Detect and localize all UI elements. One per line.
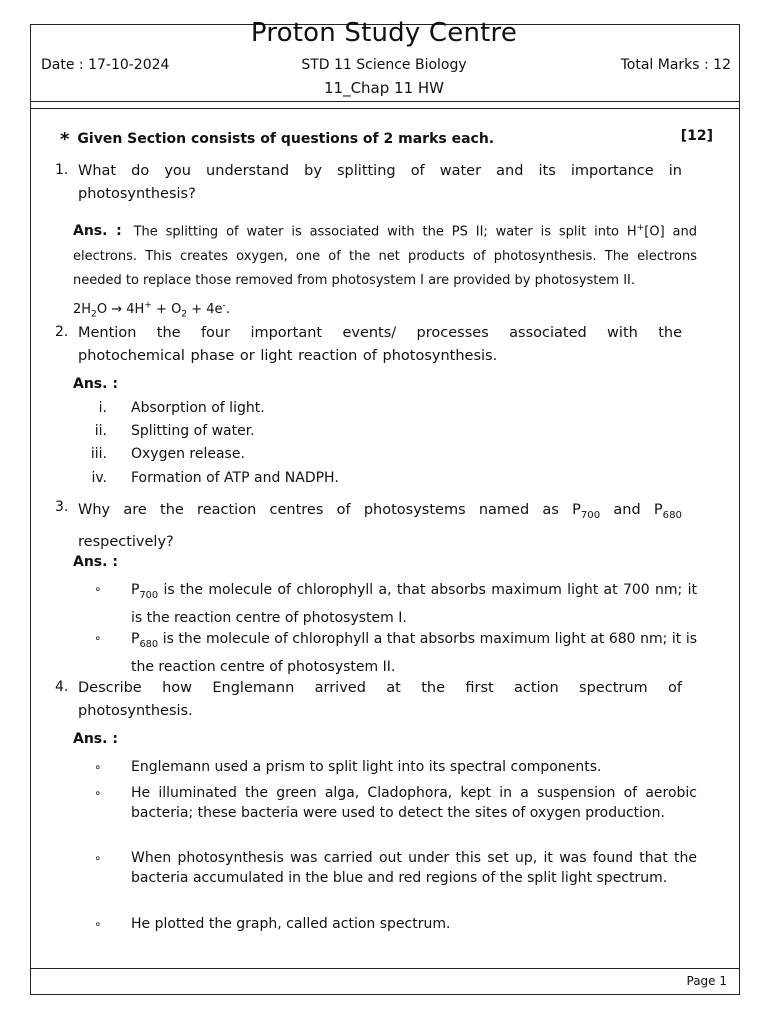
question-text: What do you understand by splitting of water and its importance in photosynthesis? bbox=[78, 163, 682, 202]
section-instruction bbox=[60, 129, 494, 150]
chapter-label: 11_Chap 11 HW bbox=[323, 79, 444, 97]
bullet-icon: ∘ bbox=[94, 851, 102, 865]
list-item: Absorption of light. bbox=[131, 400, 265, 416]
question-number: 1. bbox=[55, 162, 69, 178]
list-number: iii. bbox=[90, 446, 107, 462]
section-marks: [12] bbox=[680, 128, 713, 144]
question-number: 3. bbox=[55, 499, 69, 515]
list-item: Formation of ATP and NADPH. bbox=[131, 470, 339, 486]
bullet-icon: ∘ bbox=[94, 760, 102, 774]
list-item: $P_{680}$ is the molecule of chlorophyll a that absorbs maximum light at 680 nm; it is the reaction centre of photosystem II. bbox=[131, 631, 697, 675]
bullet-icon: ∘ bbox=[94, 917, 102, 931]
bullet-icon: ∘ bbox=[94, 631, 102, 645]
list-item: He plotted the graph, called action spectrum. bbox=[131, 916, 451, 932]
list-item: Englemann used a prism to split light into its spectral components. bbox=[131, 759, 602, 775]
list-number: iv. bbox=[91, 470, 107, 486]
list-number: ii. bbox=[94, 423, 107, 439]
subject-label: STD 11 Science Biology bbox=[301, 57, 467, 73]
answer-label: Ans. : bbox=[73, 376, 118, 392]
list-item: When photosynthesis was carried out under this set up, it was found that the bacteria accumulated in the blue and red regions of the split light spectrum. bbox=[131, 850, 697, 886]
list-item: Oxygen release. bbox=[131, 446, 245, 462]
list-item: Splitting of water. bbox=[131, 423, 255, 439]
question-text: Why are the reaction centres of photosystems named as $P_{700}$ and $P_{680}$ respectively? bbox=[78, 502, 682, 550]
page-number: Page 1 bbox=[686, 974, 727, 988]
question-number: 2. bbox=[55, 324, 69, 340]
list-item: $P_{700}$ is the molecule of chlorophyll a, that absorbs maximum light at 700 nm; it is the reaction centre of photosystem I. bbox=[131, 582, 697, 626]
water-splitting-equation: $2H_2O \to 4H^+ + O_2 + 4e^-$. bbox=[73, 300, 230, 320]
answer-label: Ans. : bbox=[73, 554, 118, 570]
answer-label: Ans. : bbox=[73, 731, 118, 747]
bullet-icon: ∘ bbox=[94, 786, 102, 800]
section-text: Given Section consists of questions of 2 marks each. bbox=[77, 131, 495, 147]
answer-paragraph: Ans. : The splitting of water is associated with the PS II; water is split into H+[O] and electrons. This creates oxygen, one of the net products of photosynthesis. The electrons needed to replace those removed from photosystem I are provided by photosystem II. $2H_2O \to 4H^+ + O_2 + 4e^-$. bbox=[73, 223, 697, 320]
exam-date: Date : 17-10-2024 bbox=[41, 57, 170, 73]
bullet-icon: ∘ bbox=[94, 582, 102, 596]
header-divider-top bbox=[30, 101, 740, 102]
answer-label: Ans. : bbox=[73, 223, 122, 240]
list-number: i. bbox=[98, 400, 107, 416]
header-divider-bottom bbox=[30, 108, 740, 109]
question-text: Mention the four important events/ processes associated with the photochemical phase or light reaction of photosynthesis. bbox=[78, 325, 682, 364]
star-icon: * bbox=[60, 129, 70, 150]
page-title: Proton Study Centre bbox=[250, 18, 518, 48]
footer-divider bbox=[30, 968, 740, 969]
question-text: Describe how Englemann arrived at the first action spectrum of photosynthesis. bbox=[78, 680, 682, 719]
total-marks: Total Marks : 12 bbox=[620, 57, 731, 73]
question-number: 4. bbox=[55, 679, 69, 695]
list-item: He illuminated the green alga, Cladophora, kept in a suspension of aerobic bacteria; these bacteria were used to detect the sites of oxygen production. bbox=[131, 785, 697, 821]
